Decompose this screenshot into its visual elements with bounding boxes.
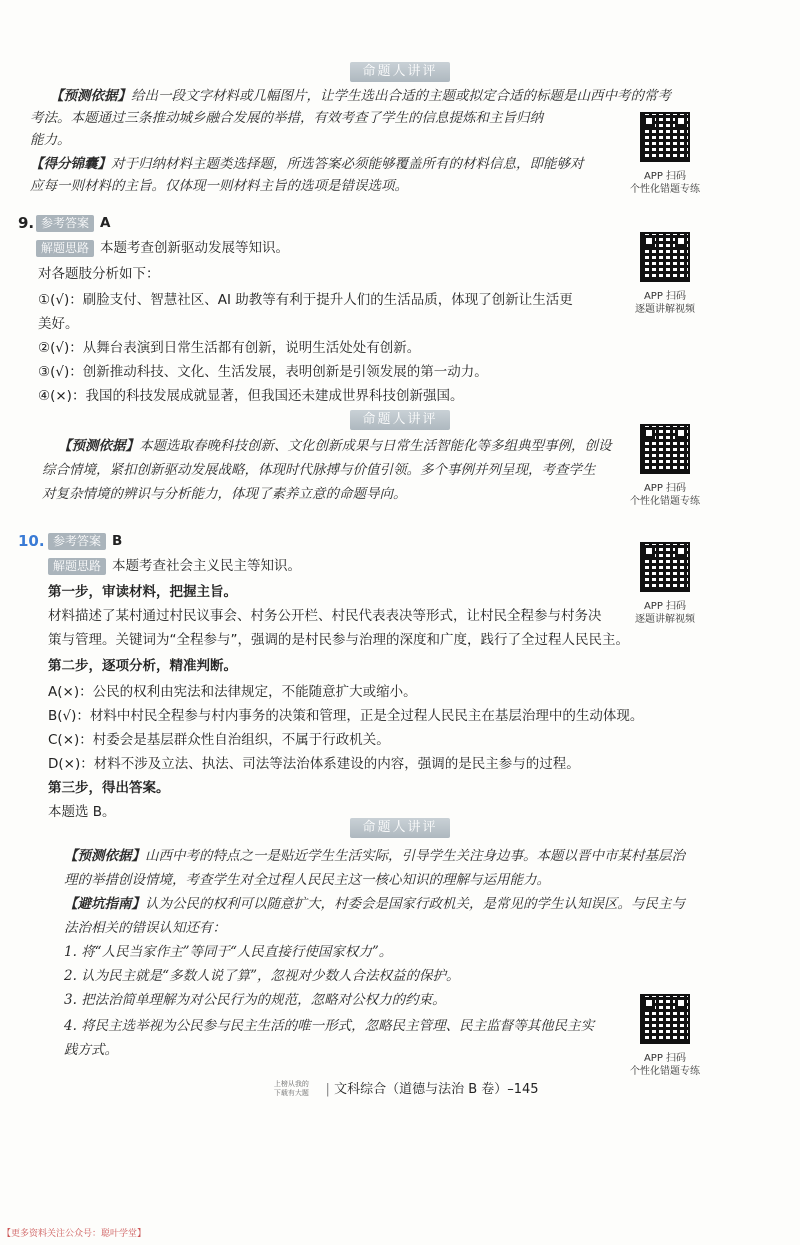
q10-pit-line-2: 法治相关的错误认知还有： (64, 920, 226, 936)
q10-step-1: 第一步，审读材料，把握主旨。 (48, 584, 237, 600)
q10-forecast-line-2: 理的举措创设情境，考查学生对全过程人民民主这一核心知识的理解与运用能力。 (64, 872, 550, 888)
q10-forecast-line-1: 【预测依据】山西中考的特点之一是贴近学生生活实际，引导学生关注身边事。本题以晋中市某村基层治 (64, 848, 685, 864)
q10-option-d: D(×)：材料不涉及立法、执法、司法等法治体系建设的内容，强调的是民主参与的过程。 (48, 756, 580, 772)
qr-caption-2: APP 扫码 逐题讲解视频 (635, 291, 695, 315)
commentary-banner-1: 命题人讲评 (350, 62, 450, 82)
tips-line-1: 【得分锦囊】对于归纳材料主题类选择题，所选答案必须能够覆盖所有的材料信息，即能够对 (30, 156, 584, 172)
q9-intro: 对各题肢分析如下： (38, 266, 160, 282)
forecast-line-3: 能力。 (30, 132, 71, 148)
qr-caption-4: APP 扫码 逐题讲解视频 (635, 601, 695, 625)
q9-option-2: ②(√)：从舞台表演到日常生活都有创新，说明生活处处有创新。 (38, 340, 421, 356)
answer-tag: 参考答案 (36, 215, 94, 232)
q9-option-1-l1: ①(√)：刷脸支付、智慧社区、AI 助教等有利于提升人们的生活品质，体现了创新让生活更 (38, 292, 573, 308)
qr-caption-3: APP 扫码 个性化错题专练 (630, 483, 700, 507)
publisher-logo: 上榜从我的 下载有大题 (273, 1079, 309, 1097)
q10-option-c: C(×)：村委会是基层群众性自治组织，不属于行政机关。 (48, 732, 390, 748)
tips-line-2: 应每一则材料的主旨。仅体现一则材料主旨的选项是错误选项。 (30, 178, 408, 194)
q10-pit-line-1: 【避坑指南】认为公民的权利可以随意扩大，村委会是国家行政机关，是常见的学生认知误区。与民主与 (64, 896, 685, 912)
question-number-9: 9. (18, 214, 35, 232)
q10-idea-row: 解题思路 本题考查社会主义民主等知识。 (48, 556, 301, 576)
q10-conclusion: 本题选 B。 (48, 804, 116, 820)
q10-material-l1: 材料描述了某村通过村民议事会、村务公开栏、村民代表表决等形式，让村民全程参与村务决 (48, 608, 602, 624)
q10-pit-item-4-l1: 4. 将民主选举视为公民参与民主生活的唯一形式，忽略民主管理、民主监督等其他民主实 (64, 1018, 595, 1034)
q10-option-a: A(×)：公民的权利由宪法和法律规定，不能随意扩大或缩小。 (48, 684, 417, 700)
qr-caption-1: APP 扫码 个性化错题专练 (630, 171, 700, 195)
commentary-banner-2: 命题人讲评 (350, 410, 450, 430)
q9-idea-row: 解题思路 本题考查创新驱动发展等知识。 (36, 238, 289, 258)
q9-forecast-line-1: 【预测依据】本题选取春晚科技创新、文化创新成果与日常生活智能化等多组典型事例，创设 (58, 438, 612, 454)
q10-answer-row (48, 531, 122, 551)
commentary-banner-3: 命题人讲评 (350, 818, 450, 838)
q9-answer: A (100, 215, 111, 231)
q9-forecast-line-2: 综合情境，紧扣创新驱动发展战略，体现时代脉搏与价值引领。多个事例并列呈现，考查学生 (42, 462, 596, 478)
qr-code-3[interactable] (640, 424, 690, 474)
q9-option-1-l2: 美好。 (38, 316, 79, 332)
q10-option-b: B(√)：材料中村民全程参与村内事务的决策和管理，正是全过程人民民主在基层治理中的生动体现。 (48, 708, 644, 724)
q10-pit-item-1: 1. 将“人民当家作主”等同于“人民直接行使国家权力”。 (64, 944, 393, 960)
q10-pit-item-2: 2. 认为民主就是“多数人说了算”，忽视对少数人合法权益的保护。 (64, 968, 460, 984)
qr-code-5[interactable] (640, 994, 690, 1044)
footer-text: 文科综合（道德与法治 B 卷）–145 (334, 1082, 539, 1097)
forecast-line-2: 考法。本题通过三条推动城乡融合发展的举措，有效考查了学生的信息提炼和主旨归纳 (30, 110, 543, 126)
forecast-line-1: 【预测依据】给出一段文字材料或几幅图片，让学生选出合适的主题或拟定合适的标题是山西中考的常考 (50, 88, 671, 104)
qr-caption-5: APP 扫码 个性化错题专练 (630, 1053, 700, 1077)
q9-option-4: ④(×)：我国的科技发展成就显著，但我国还未建成世界科技创新强国。 (38, 388, 464, 404)
q9-option-3: ③(√)：创新推动科技、文化、生活发展，表明创新是引领发展的第一动力。 (38, 364, 488, 380)
q10-answer: B (112, 533, 123, 549)
watermark-text: 【更多资料关注公众号：聪叶学堂】 (2, 1229, 147, 1239)
q10-pit-item-4-l2: 践方式。 (64, 1042, 118, 1058)
q10-material-l2: 策与管理。关键词为“全程参与”，强调的是村民参与治理的深度和广度，践行了全过程人民民主。 (48, 632, 629, 648)
q10-step-3: 第三步，得出答案。 (48, 780, 170, 796)
idea-tag: 解题思路 (36, 240, 94, 257)
q10-step-2: 第二步，逐项分析，精准判断。 (48, 658, 237, 674)
qr-code-1[interactable] (640, 112, 690, 162)
answer-tag: 参考答案 (48, 533, 106, 550)
qr-code-2[interactable] (640, 232, 690, 282)
q10-pit-item-3: 3. 把法治简单理解为对公民行为的规范，忽略对公权力的约束。 (64, 992, 446, 1008)
page-footer (0, 1078, 800, 1100)
footer-divider: | (325, 1082, 330, 1097)
idea-tag: 解题思路 (48, 558, 106, 575)
question-number-10: 10. (18, 532, 45, 550)
qr-code-4[interactable] (640, 542, 690, 592)
q9-answer-row (36, 213, 110, 233)
q9-forecast-line-3: 对复杂情境的辨识与分析能力，体现了素养立意的命题导向。 (42, 486, 407, 502)
